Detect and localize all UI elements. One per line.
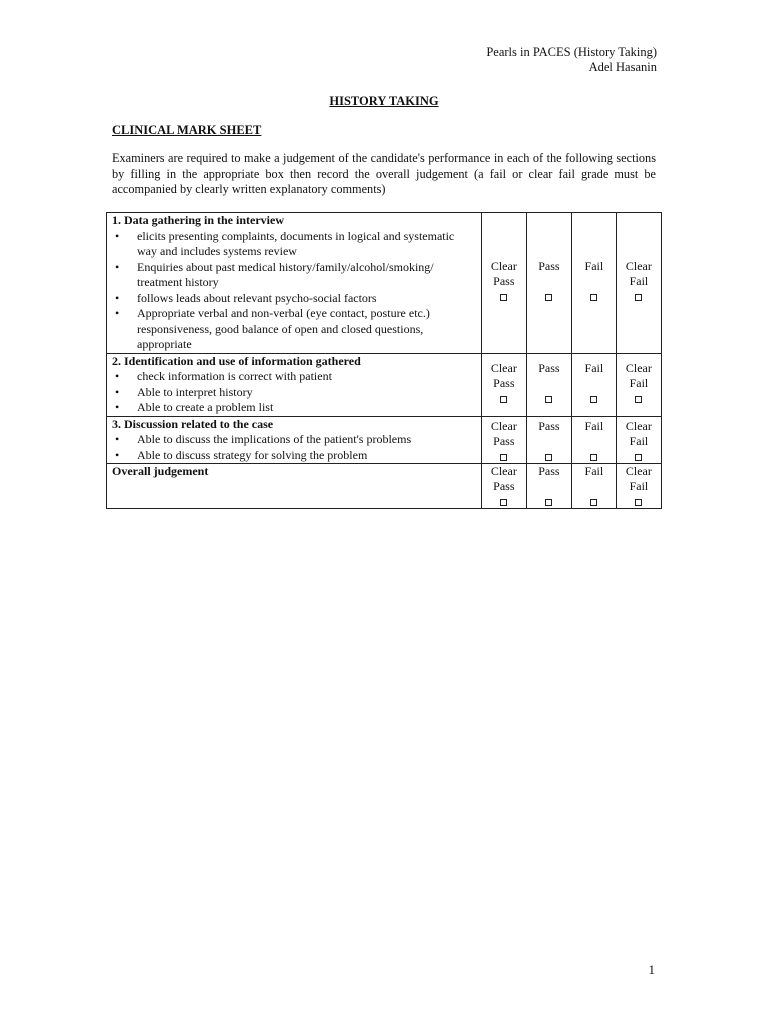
- grade-label: Clear: [625, 360, 652, 375]
- grade-label: Clear: [490, 360, 517, 375]
- overall-judgement-label: Overall judgement: [107, 464, 482, 509]
- checkbox-clear-pass[interactable]: [500, 396, 507, 403]
- intro-paragraph: Examiners are required to make a judgement of the candidate's performance in each of the following sections by filling in the appropriate box then record the overall judgement (a fail or clear fail grade must be accompanied by clearly written explanatory comments): [112, 151, 656, 196]
- criteria-item: • Able to interpret history: [112, 385, 477, 401]
- grade-clear-pass-cell: [481, 353, 526, 416]
- grade-label: Pass: [538, 259, 560, 273]
- section-row-3: [107, 416, 662, 464]
- grade-clear-fail-cell: [616, 353, 661, 416]
- grade-label: Fail: [629, 433, 649, 448]
- checkbox-clear-fail[interactable]: [635, 499, 642, 506]
- checkbox-fail[interactable]: [590, 294, 597, 301]
- checkbox-fail[interactable]: [590, 454, 597, 461]
- grade-label: Fail: [584, 360, 604, 375]
- checkbox-clear-pass[interactable]: [500, 294, 507, 301]
- grade-clear-fail-cell: [616, 416, 661, 464]
- criteria-item: • Appropriate verbal and non-verbal (eye contact, posture etc.) responsiveness, good balance of open and closed questions, appropriate: [112, 306, 477, 353]
- grade-label: Pass: [493, 274, 515, 288]
- grade-label: Fail: [584, 464, 604, 478]
- grade-label: Pass: [538, 418, 560, 433]
- section-description: [107, 353, 482, 416]
- grade-label: Fail: [584, 418, 604, 433]
- header-author: Adel Hasanin: [588, 60, 657, 74]
- grade-label: Pass: [538, 464, 560, 478]
- section-row-2: [107, 353, 662, 416]
- criteria-item: • follows leads about relevant psycho-social factors: [112, 291, 477, 307]
- grade-label: Pass: [493, 479, 515, 493]
- checkbox-pass[interactable]: [545, 454, 552, 461]
- grade-label: Clear: [625, 259, 652, 273]
- grade-label: Fail: [584, 259, 604, 273]
- grade-fail-cell: [571, 416, 616, 464]
- grade-pass-cell: [526, 213, 571, 354]
- checkbox-clear-fail[interactable]: [635, 294, 642, 301]
- grade-clear-fail-cell: [616, 213, 661, 354]
- section-description: [107, 213, 482, 354]
- section-description: [107, 416, 482, 464]
- checkbox-clear-fail[interactable]: [635, 396, 642, 403]
- grade-fail-cell: [571, 464, 616, 509]
- criteria-item: • Able to discuss strategy for solving the problem: [112, 448, 477, 464]
- criteria-list: [112, 229, 477, 353]
- header-book-title: Pearls in PACES (History Taking): [486, 45, 657, 59]
- checkbox-fail[interactable]: [590, 499, 597, 506]
- grade-label: Clear: [625, 418, 652, 433]
- grade-clear-pass-cell: [481, 213, 526, 354]
- grade-label: Pass: [493, 375, 515, 390]
- grade-pass-cell: [526, 416, 571, 464]
- section-title: 3. Discussion related to the case: [112, 416, 274, 431]
- checkbox-clear-pass[interactable]: [500, 454, 507, 461]
- checkbox-pass[interactable]: [545, 499, 552, 506]
- grade-clear-pass-cell: [481, 464, 526, 509]
- checkbox-pass[interactable]: [545, 396, 552, 403]
- grade-label: Pass: [538, 360, 560, 375]
- criteria-item: • check information is correct with patient: [112, 369, 477, 385]
- page-number: 1: [648, 962, 655, 977]
- grade-clear-fail-cell: [616, 464, 661, 509]
- grade-label: Fail: [629, 375, 649, 390]
- section-row-1: [107, 213, 662, 354]
- sheet-title: CLINICAL MARK SHEET: [112, 123, 262, 137]
- criteria-item: • Able to create a problem list: [112, 400, 477, 416]
- checkbox-clear-pass[interactable]: [500, 499, 507, 506]
- grade-label: Clear: [490, 464, 517, 478]
- grade-pass-cell: [526, 464, 571, 509]
- checkbox-fail[interactable]: [590, 396, 597, 403]
- checkbox-pass[interactable]: [545, 294, 552, 301]
- grade-label: Pass: [493, 433, 515, 448]
- grade-label: Fail: [629, 479, 649, 493]
- grade-pass-cell: [526, 353, 571, 416]
- criteria-list: [112, 432, 477, 463]
- running-header: [486, 45, 657, 75]
- criteria-item: • Able to discuss the implications of the patient's problems: [112, 432, 477, 448]
- grade-label: Clear: [490, 259, 517, 273]
- document-title: HISTORY TAKING: [329, 94, 439, 108]
- grade-label: Clear: [490, 418, 517, 433]
- section-title: 2. Identification and use of information gathered: [112, 353, 361, 368]
- checkbox-clear-fail[interactable]: [635, 454, 642, 461]
- overall-judgement-row: [107, 464, 662, 509]
- criteria-list: [112, 369, 477, 416]
- section-title: 1. Data gathering in the interview: [112, 213, 284, 227]
- grade-fail-cell: [571, 213, 616, 354]
- grade-fail-cell: [571, 353, 616, 416]
- criteria-item: • Enquiries about past medical history/family/alcohol/smoking/ treatment history: [112, 260, 477, 291]
- criteria-item: • elicits presenting complaints, documents in logical and systematic way and includes systems review: [112, 229, 477, 260]
- grade-label: Fail: [629, 274, 649, 288]
- grade-clear-pass-cell: [481, 416, 526, 464]
- grade-label: Clear: [625, 464, 652, 478]
- mark-sheet-table: [106, 212, 662, 509]
